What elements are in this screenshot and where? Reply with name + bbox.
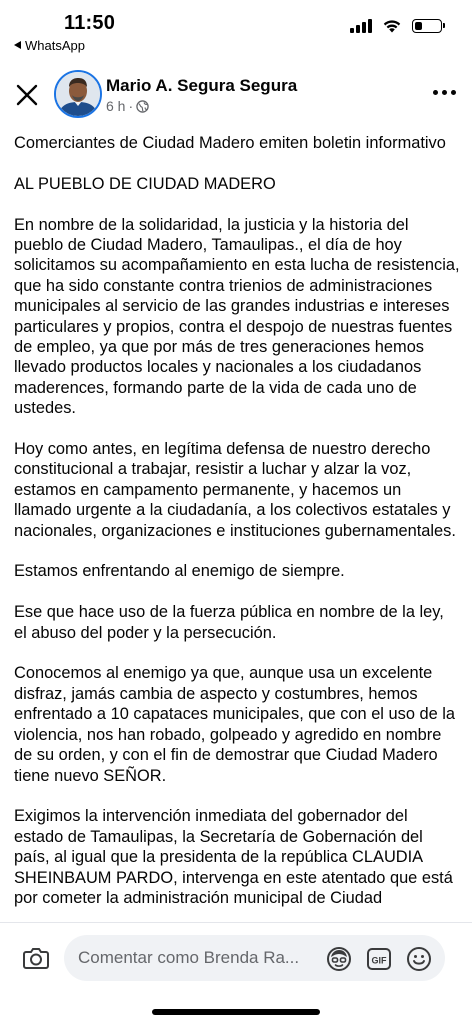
back-app-label: WhatsApp — [25, 38, 85, 53]
post-paragraph: AL PUEBLO DE CIUDAD MADERO — [14, 174, 276, 193]
home-indicator[interactable] — [152, 1009, 320, 1015]
post-time: 6 h — [106, 98, 126, 114]
status-bar — [0, 0, 472, 58]
post-header — [0, 66, 472, 128]
close-icon[interactable] — [14, 82, 40, 108]
post-paragraph: Comerciantes de Ciudad Madero emiten boletin informativo — [14, 134, 446, 152]
comment-input[interactable] — [64, 935, 445, 981]
cellular-signal-icon — [350, 19, 372, 33]
globe-icon — [136, 100, 149, 113]
gif-icon[interactable] — [366, 946, 392, 972]
gif-label: GIF — [371, 955, 387, 966]
author-avatar[interactable] — [54, 70, 102, 118]
avatar-photo — [56, 72, 100, 116]
comment-placeholder: Comentar como Brenda Ra... — [78, 948, 300, 967]
status-icons — [350, 18, 442, 33]
more-options-icon[interactable] — [433, 90, 456, 95]
post-paragraph: Ese que hace uso de la fuerza pública en nombre de la ley, el abuso del poder y la persecución. — [14, 603, 444, 642]
wifi-icon — [382, 18, 402, 33]
post-paragraph: Exigimos la intervención inmediata del gobernador del estado de Tamaulipas, la Secretaría de Gobernación del país, al igual que la presidenta de la república CLAUDIA SHEINBAUM PARDO, intervenga en este atentado que está por cometer la administración municipal de Ciudad — [14, 807, 453, 907]
post-paragraph: Hoy como antes, en legítima defensa de nuestro derecho constitucional a trabajar, resistir a luchar y alzar la voz, estamos en campamento permanente, y hacemos un llamado urgente a la ciudadanía, a los colectivos estatales y nacionales, organizaciones e instituciones gubernamentales. — [14, 440, 456, 540]
status-time: 11:50 — [64, 12, 116, 34]
post-paragraph: Estamos enfrentando al enemigo de siempre. — [14, 562, 345, 581]
post-text — [14, 133, 460, 921]
battery-level-fill — [415, 22, 422, 30]
camera-icon[interactable] — [22, 945, 50, 971]
post-paragraph: Conocemos al enemigo ya que, aunque usa un excelente disfraz, jamás cambia de aspecto y costumbres, hemos enfrentado a 10 capataces municipales, que con el uso de la violencia, nos han robado, golpeado y agredido en nombre de su orden, y con el fin de demostrar que Ciudad Madero tiene nuevo SEÑOR. — [14, 664, 456, 785]
post-paragraph: En nombre de la solidaridad, la justicia y la historia del pueblo de Ciudad Madero, Tamaulipas., el día de hoy solicitamos su acompañamiento en esta lucha de resistencia, que ha sido constante contra trienios de administraciones municipales al servicio de las grandes industrias e intereses particulares y propios, contra el despojo de nuestras fuentes de empleo, ya que por más de tres generaciones hemos llevado productos locales y nacionales a los ciudadanos maderences, formando parte de la vida de cada uno de ustedes. — [14, 215, 460, 418]
author-name[interactable]: Mario A. Segura Segura — [106, 76, 298, 95]
emoji-icon[interactable] — [406, 946, 432, 972]
comment-bar — [0, 922, 472, 1024]
back-arrow-icon — [14, 41, 21, 49]
back-to-whatsapp-link[interactable] — [14, 38, 85, 53]
post-meta — [106, 98, 149, 114]
battery-icon — [412, 19, 442, 33]
avatar-sticker-icon[interactable] — [326, 946, 352, 972]
meta-separator: · — [128, 98, 134, 114]
